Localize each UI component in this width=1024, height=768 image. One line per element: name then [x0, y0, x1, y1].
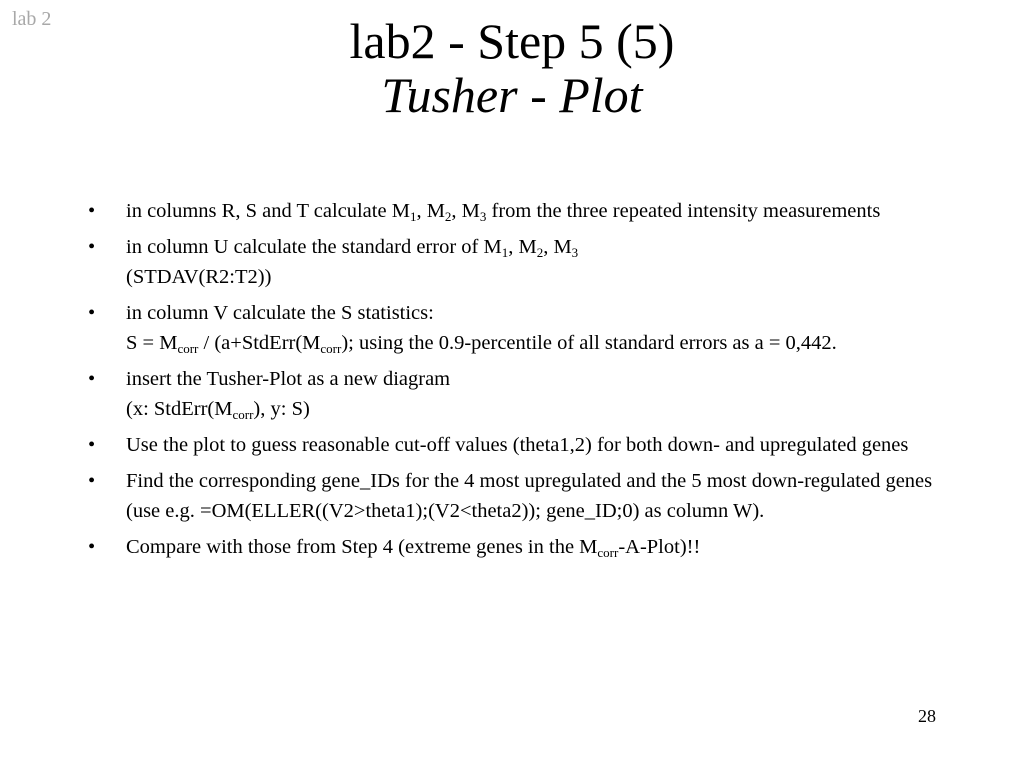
bullet-list: [88, 196, 938, 568]
bullet-text: from the three repeated intensity measurements: [486, 200, 881, 222]
slide-title: lab2 - Step 5 (5): [349, 13, 675, 69]
bullet-item-7: [88, 532, 938, 562]
title-block: [0, 14, 1024, 122]
subscript: corr: [232, 407, 254, 422]
subscript: corr: [177, 341, 199, 356]
bullet-line-1: • in column V calculate the S statistics:: [126, 302, 434, 324]
bullet-item-5: [88, 430, 938, 460]
bullet-line-1: [126, 232, 938, 262]
bullet-text: ); using the 0.9-percentile of all standard errors as a = 0,442.: [341, 332, 837, 354]
subscript: corr: [320, 341, 342, 356]
bullet-item-6: [88, 466, 938, 526]
bullet-text: / (a+StdErr(M: [198, 332, 321, 354]
page-number: 28: [918, 706, 936, 726]
bullet-text: , M: [543, 236, 572, 258]
bullet-line-1: • Find the corresponding gene_IDs for the 4 most upregulated and the 5 most down-regulated genes: [126, 470, 933, 492]
bullet-text: , M: [416, 200, 445, 222]
subscript: 3: [571, 245, 579, 260]
bullet-text: , M: [451, 200, 480, 222]
bullet-text: -A-Plot)!!: [618, 536, 701, 558]
bullet-item-4: [88, 364, 938, 424]
bullet-text: in columns R, S and T calculate M: [126, 200, 410, 222]
bullet-item-2: [88, 232, 938, 292]
bullet-text: Compare with those from Step 4 (extreme genes in the M: [126, 536, 598, 558]
bullet-item-1: [88, 196, 938, 226]
bullet-text: ), y: S): [253, 398, 310, 420]
slide-subtitle: Tusher - Plot: [381, 67, 643, 123]
subscript: 1: [501, 245, 509, 260]
bullet-line-2: [126, 328, 938, 358]
bullet-text: S = M: [126, 332, 178, 354]
bullet-item-3: [88, 298, 938, 358]
subscript: 2: [444, 209, 452, 224]
subscript: corr: [597, 545, 619, 560]
subscript: 1: [409, 209, 417, 224]
bullet-line-2: (use e.g. =OM(ELLER((V2>theta1);(V2<theta2)); gene_ID;0) as column W).: [126, 500, 765, 522]
corner-label: lab 2: [12, 8, 52, 30]
bullet-line-2: (STDAV(R2:T2)): [126, 266, 272, 288]
subscript: 2: [536, 245, 544, 260]
bullet-text: in column U calculate the standard error of M: [126, 236, 502, 258]
bullet-line-1: • insert the Tusher-Plot as a new diagram: [126, 368, 451, 390]
bullet-text: (x: StdErr(M: [126, 398, 233, 420]
subscript: 3: [479, 209, 487, 224]
bullet-line-2: [126, 394, 938, 424]
bullet-text: Use the plot to guess reasonable cut-off values (theta1,2) for both down- and upregulated genes: [126, 434, 909, 456]
bullet-text: , M: [508, 236, 537, 258]
